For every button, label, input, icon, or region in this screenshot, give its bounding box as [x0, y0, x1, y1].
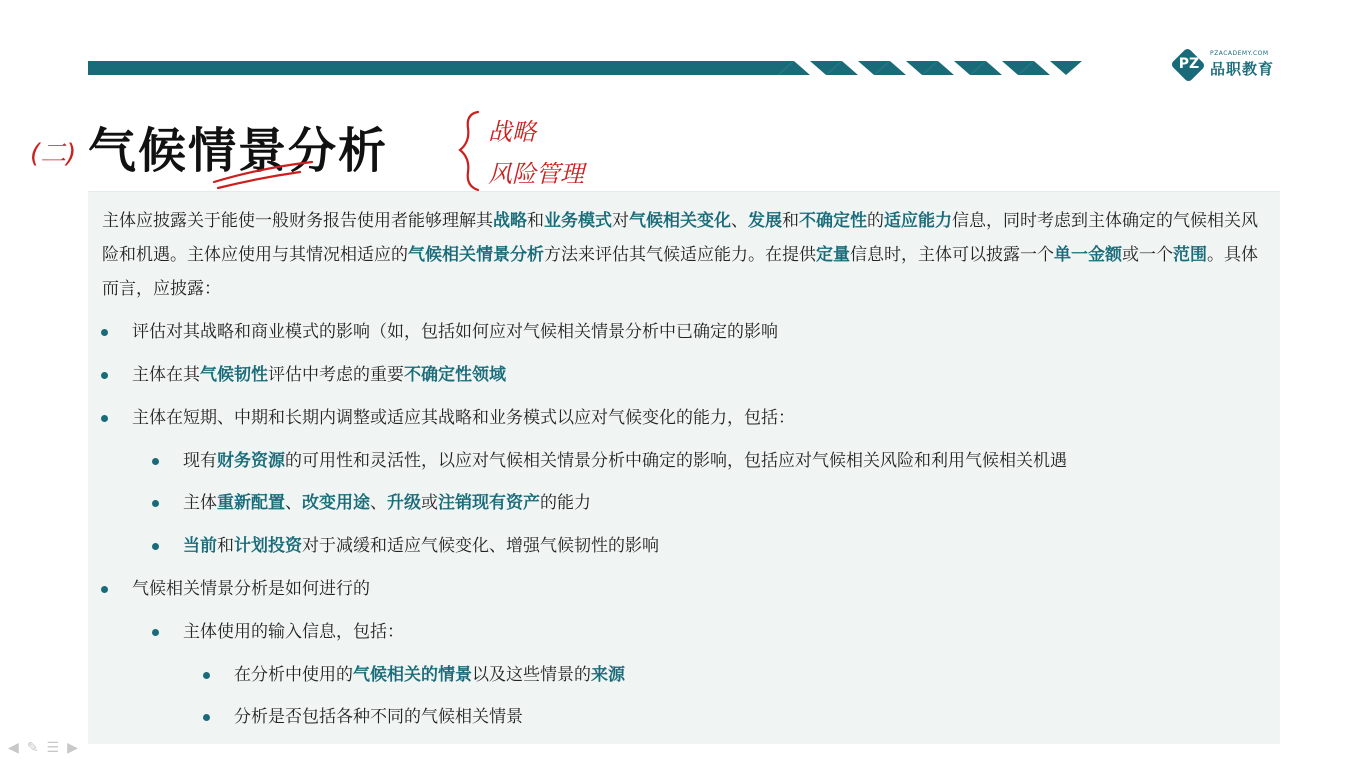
bullet-dot-icon: [101, 586, 108, 593]
brand-logo: [1170, 46, 1290, 86]
intro-text: 和: [527, 211, 544, 231]
bullet-text: 在分析中使用的: [234, 665, 353, 685]
bullet-text: 、: [370, 493, 387, 513]
keyword-highlight: 定量: [816, 245, 850, 265]
bullet-text: 的能力: [540, 493, 591, 513]
menu-icon[interactable]: ☰: [46, 740, 68, 756]
intro-text: 和: [782, 211, 799, 231]
intro-text: 对: [612, 211, 629, 231]
logo-mark-text: PZ: [1178, 56, 1200, 72]
keyword-highlight: 计划投资: [234, 536, 302, 556]
bullet-item-level-3: [234, 706, 523, 728]
bullet-item-level-2: [183, 535, 659, 557]
bullet-dot-icon: [152, 543, 159, 550]
pen-icon[interactable]: ✎: [26, 740, 47, 756]
bullet-text: 以及这些情景的: [472, 665, 591, 685]
keyword-highlight: 财务资源: [217, 451, 285, 471]
keyword-highlight: 气候相关变化: [629, 211, 731, 231]
keyword-highlight: 注销现有资产: [438, 493, 540, 513]
bullet-text: 和: [217, 536, 234, 556]
bullet-dot-icon: [203, 672, 210, 679]
bullet-text: 主体在短期、中期和长期内调整或适应其战略和业务模式以应对气候变化的能力，包括：: [132, 408, 795, 428]
keyword-highlight: 不确定性领域: [404, 365, 506, 385]
intro-text: 信息，同时考虑到主体确定的气候相关风险和机遇。主体应使用与其情况相适应的: [102, 211, 1258, 265]
bullet-dot-icon: [152, 629, 159, 636]
ink-note-strategy: 战略: [488, 118, 536, 146]
ink-note-risk: 风险管理: [488, 160, 584, 188]
bullet-item-level-3: [234, 664, 625, 686]
bullet-text: 对于减缓和适应气候变化、增强气候韧性的影响: [302, 536, 659, 556]
bullet-text: 主体在其: [132, 365, 200, 385]
ink-prefix: (二): [30, 139, 77, 169]
keyword-highlight: 气候相关的情景: [353, 665, 472, 685]
keyword-highlight: 战略: [493, 211, 527, 231]
bullet-dot-icon: [203, 714, 210, 721]
slideshow-toolbar[interactable]: [8, 740, 86, 756]
bullet-item-level-1: [132, 407, 795, 429]
bullet-item-level-1: [132, 321, 778, 343]
bullet-text: 的可用性和灵活性，以应对气候相关情景分析中确定的影响，包括应对气候相关风险和利用气候相关机遇: [285, 451, 1067, 471]
header-bar: [88, 61, 778, 75]
intro-text: 方法来评估其气候适应能力。在提供: [544, 245, 816, 265]
logo-name: 品职教育: [1210, 60, 1275, 78]
bullet-item-level-2: [183, 492, 591, 514]
bullet-dot-icon: [101, 415, 108, 422]
keyword-highlight: 气候韧性: [200, 365, 268, 385]
bullet-dot-icon: [152, 458, 159, 465]
prev-arrow-icon[interactable]: ◀: [8, 740, 27, 756]
bullet-text: 分析是否包括各种不同的气候相关情景: [234, 707, 523, 727]
keyword-highlight: 业务模式: [544, 211, 612, 231]
intro-text: 或一个: [1122, 245, 1173, 265]
keyword-highlight: 当前: [183, 536, 217, 556]
header-triangles: [762, 61, 1092, 77]
keyword-highlight: 气候相关情景分析: [408, 245, 544, 265]
intro-text: 、: [731, 211, 748, 231]
ink-brace: [460, 112, 478, 190]
bullet-text: 、: [285, 493, 302, 513]
logo-url: PZACADEMY.COM: [1210, 50, 1269, 57]
bullet-text: 主体使用的输入信息，包括：: [183, 622, 404, 642]
bullet-text: 或: [421, 493, 438, 513]
bullet-dot-icon: [101, 329, 108, 336]
bullet-text: 现有: [183, 451, 217, 471]
bullet-dot-icon: [152, 500, 159, 507]
keyword-highlight: 发展: [748, 211, 782, 231]
intro-text: 主体应披露关于能使一般财务报告使用者能够理解其: [102, 211, 493, 231]
intro-text: 信息时，主体可以披露一个: [850, 245, 1054, 265]
bullet-text: 评估中考虑的重要: [268, 365, 404, 385]
keyword-highlight: 范围: [1173, 245, 1207, 265]
keyword-highlight: 不确定性: [799, 211, 867, 231]
bullet-dot-icon: [101, 372, 108, 379]
intro-text: 的: [867, 211, 884, 231]
bullet-item-level-2: [183, 621, 404, 643]
keyword-highlight: 单一金额: [1054, 245, 1122, 265]
bullet-item-level-1: [132, 578, 370, 600]
next-arrow-icon[interactable]: ▶: [67, 740, 86, 756]
intro-paragraph: [102, 204, 1267, 306]
bullet-text: 气候相关情景分析是如何进行的: [132, 579, 370, 599]
bullet-item-level-1: [132, 364, 506, 386]
keyword-highlight: 升级: [387, 493, 421, 513]
intro-text: 。具体而言，应披露：: [102, 245, 1258, 299]
bullet-item-level-2: [183, 450, 1067, 472]
bullet-text: 评估对其战略和商业模式的影响（如，包括如何应对气候相关情景分析中已确定的影响: [132, 322, 778, 342]
page-title: 气候情景分析: [88, 123, 389, 179]
content-panel: [88, 191, 1280, 744]
bullet-text: 主体: [183, 493, 217, 513]
keyword-highlight: 来源: [591, 665, 625, 685]
keyword-highlight: 改变用途: [302, 493, 370, 513]
keyword-highlight: 适应能力: [884, 211, 952, 231]
keyword-highlight: 重新配置: [217, 493, 285, 513]
